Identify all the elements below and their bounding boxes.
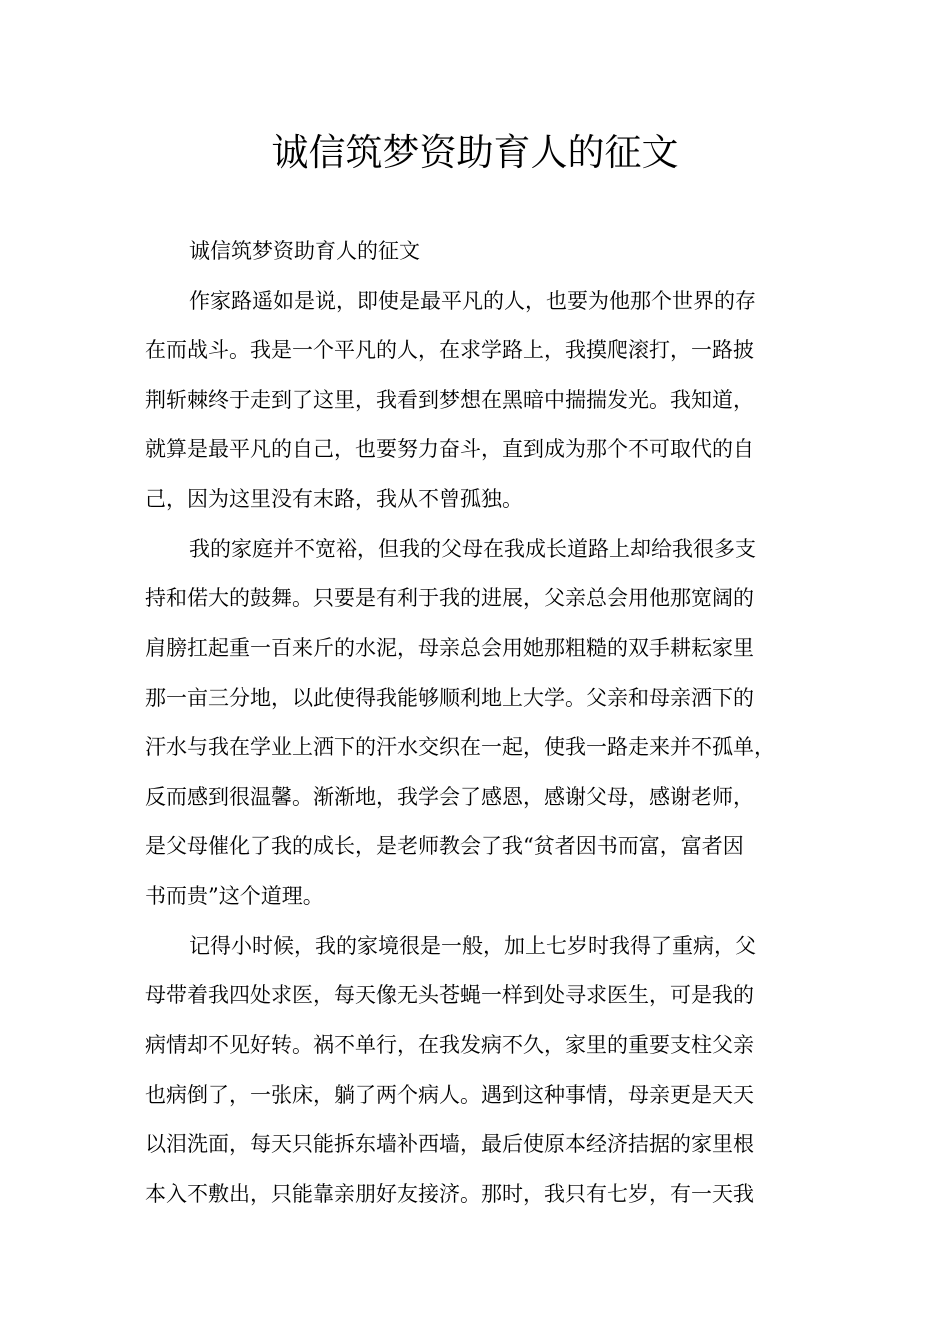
text-line: 在而战斗。我是一个平凡的人，在求学路上，我摸爬滚打，一路披 [145, 338, 754, 362]
text-line: 荆斩棘终于走到了这里，我看到梦想在黑暗中揣揣发光。我知道， [145, 388, 754, 412]
text-line: 那一亩三分地，以此使得我能够顺利地上大学。父亲和母亲洒下的 [145, 686, 754, 710]
text-line: 是父母催化了我的成长，是老师教会了我“贫者因书而富，富者因 [145, 834, 744, 858]
text-line: 母带着我四处求医，每天像无头苍蝇一样到处寻求医生，可是我的 [145, 983, 754, 1007]
text-line: 病情却不见好转。祸不单行，在我发病不久，家里的重要支柱父亲 [145, 1033, 754, 1057]
document-title: 诚信筑梦资助育人的征文 [271, 131, 679, 174]
text-line: 记得小时候，我的家境很是一般，加上七岁时我得了重病，父 [189, 934, 756, 958]
text-line: 本入不敷出，只能靠亲朋好友接济。那时，我只有七岁，有一天我 [145, 1182, 754, 1206]
text-line: 我的家庭并不宽裕，但我的父母在我成长道路上却给我很多支 [189, 537, 756, 561]
text-line: 持和偌大的鼓舞。只要是有利于我的进展，父亲总会用他那宽阔的 [145, 586, 754, 610]
text-line: 汗水与我在学业上洒下的汗水交织在一起，使我一路走来并不孤单， [145, 735, 775, 759]
text-line: 反而感到很温馨。渐渐地，我学会了感恩，感谢父母，感谢老师， [145, 785, 754, 809]
text-line: 肩膀扛起重一百来斤的水泥，母亲总会用她那粗糙的双手耕耘家里 [145, 636, 754, 660]
text-line: 作家路遥如是说，即使是最平凡的人，也要为他那个世界的存 [189, 289, 756, 313]
text-line: 以泪洗面，每天只能拆东墙补西墙，最后使原本经济拮据的家里根 [145, 1132, 754, 1156]
paragraph-heading-line: 诚信筑梦资助育人的征文 [189, 239, 420, 263]
text-line: 书而贵”这个道理。 [145, 884, 324, 908]
text-line: 就算是最平凡的自己，也要努力奋斗，直到成为那个不可取代的自 [145, 437, 754, 461]
text-line: 己，因为这里没有末路，我从不曾孤独。 [145, 487, 523, 511]
text-line: 也病倒了，一张床，躺了两个病人。遇到这种事情，母亲更是天天 [145, 1083, 754, 1107]
